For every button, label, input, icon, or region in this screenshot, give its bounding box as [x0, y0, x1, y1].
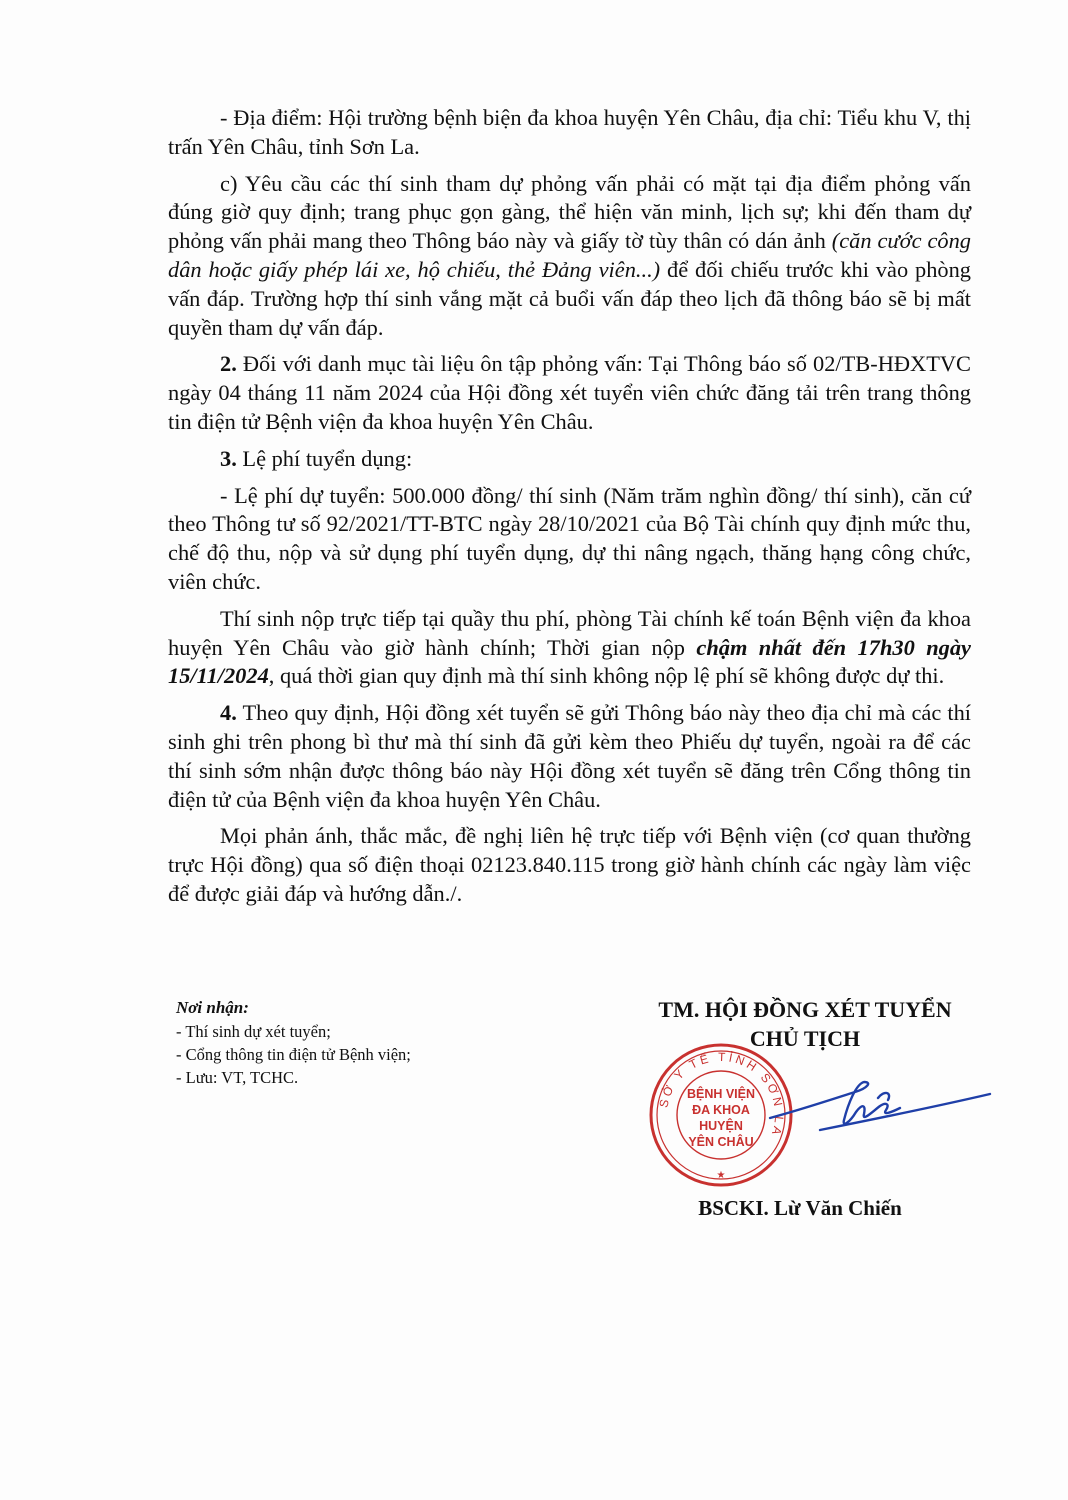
body-paragraph [168, 104, 971, 162]
body-paragraph [168, 170, 971, 343]
recipient-item: - Thí sinh dự xét tuyển; [176, 1022, 331, 1041]
text-segment: Theo quy định, Hội đồng xét tuyển sẽ gửi Thông báo này theo địa chỉ mà các thí sinh ghi trên phong bì thư mà thí sinh đã gửi kèm theo Phiếu dự tuyển, ngoài ra để các thí sinh sớm nhận được thông báo này Hội đồng xét tuyển sẽ đăng trên Cổng thông tin điện tử của Bệnh viện đa khoa huyện Yên Châu. [168, 700, 971, 812]
text-segment: chậm nhất đến 17h30 ngày 15/11/2024 [168, 634, 971, 689]
text-segment: Lệ phí tuyển dụng: [236, 445, 413, 471]
body-paragraph [168, 350, 971, 436]
text-segment: Mọi phản ánh, thắc mắc, đề nghị liên hệ trực tiếp với Bệnh viện (cơ quan thường trực Hội đồng) qua số điện thoại 02123.840.115 trong giờ hành chính các ngày làm việc để được giải đáp và hướng dẫn./. [168, 823, 971, 906]
signer-title: CHỦ TỊCH [749, 1026, 861, 1051]
stamp-ring-text: SỞ Y TẾ TỈNH SƠN LA [656, 1049, 787, 1140]
stamp-line: BỆNH VIỆN [686, 1087, 756, 1101]
signer-name: BSCKI. Lừ Văn Chiến [698, 1196, 902, 1220]
signer-organization: TM. HỘI ĐỒNG XÉT TUYỂN [658, 997, 952, 1022]
text-segment: , quá thời gian quy định mà thí sinh không nộp lệ phí sẽ không được dự thi. [268, 663, 945, 689]
svg-text:★: ★ [716, 1170, 726, 1181]
text-segment: 4. [220, 700, 237, 726]
stamp-line: YÊN CHÂU [688, 1135, 754, 1149]
text-segment: c) Yêu cầu các thí sinh tham dự phỏng vấn phải có mặt tại địa điểm phỏng vấn đúng giờ quy định; trang phục gọn gàng, thể hiện văn minh, lịch sự; khi đến tham dự phỏng vấn phải mang theo Thông báo này và giấy tờ tùy thân có dán ảnh [168, 170, 971, 254]
handwritten-signature-icon [760, 1070, 1000, 1140]
text-segment: (căn cước công dân hoặc giấy phép lái xe, hộ chiếu, thẻ Đảng viên...) [168, 228, 971, 282]
text-segment: 2. [220, 351, 237, 377]
recipient-item: - Lưu: VT, TCHC. [176, 1068, 299, 1087]
text-segment: - Lệ phí dự tuyển: 500.000 đồng/ thí sinh (Năm trăm nghìn đồng/ thí sinh), căn cứ theo Thông tư số 92/2021/TT-BTC ngày 28/10/2021 của Bộ Tài chính quy định mức thu, chế độ thu, nộp và sử dụng phí tuyển dụng, dự thi nâng ngạch, thăng hạng công chức, viên chức. [168, 482, 971, 594]
text-segment: Thí sinh nộp trực tiếp tại quầy thu phí, phòng Tài chính kế toán Bệnh viện đa khoa huyện Yên Châu vào giờ hành chính; Thời gian nộp [168, 605, 971, 660]
text-segment: Đối với danh mục tài liệu ôn tập phỏng vấn: Tại Thông báo số 02/TB-HĐXTVC ngày 04 tháng 11 năm 2024 của Hội đồng xét tuyển viên chức đăng tải trên trang thông tin điện tử Bệnh viện đa khoa huyện Yên Châu. [168, 351, 971, 434]
text-segment: để đối chiếu trước khi vào phòng vấn đáp. Trường hợp thí sinh vắng mặt cả buổi vấn đáp theo lịch đã thông báo sẽ bị mất quyền tham dự vấn đáp. [168, 256, 971, 340]
body-paragraph [168, 822, 971, 908]
recipients-title: Nơi nhận: [176, 998, 249, 1017]
document-body [168, 104, 971, 917]
body-paragraph [168, 445, 971, 474]
body-paragraph [168, 605, 971, 691]
text-segment: 3. [220, 445, 237, 471]
recipient-item: - Cổng thông tin điện tử Bệnh viện; [176, 1045, 411, 1064]
text-segment: - Địa điểm: Hội trường bệnh biện đa khoa huyện Yên Châu, địa chỉ: Tiểu khu V, thị trấn Yên Châu, tỉnh Sơn La. [168, 105, 971, 159]
stamp-line: ĐA KHOA [692, 1103, 750, 1117]
body-paragraph [168, 482, 971, 597]
recipients-block [176, 996, 576, 1089]
stamp-line: HUYỆN [699, 1119, 743, 1133]
body-paragraph [168, 699, 971, 814]
